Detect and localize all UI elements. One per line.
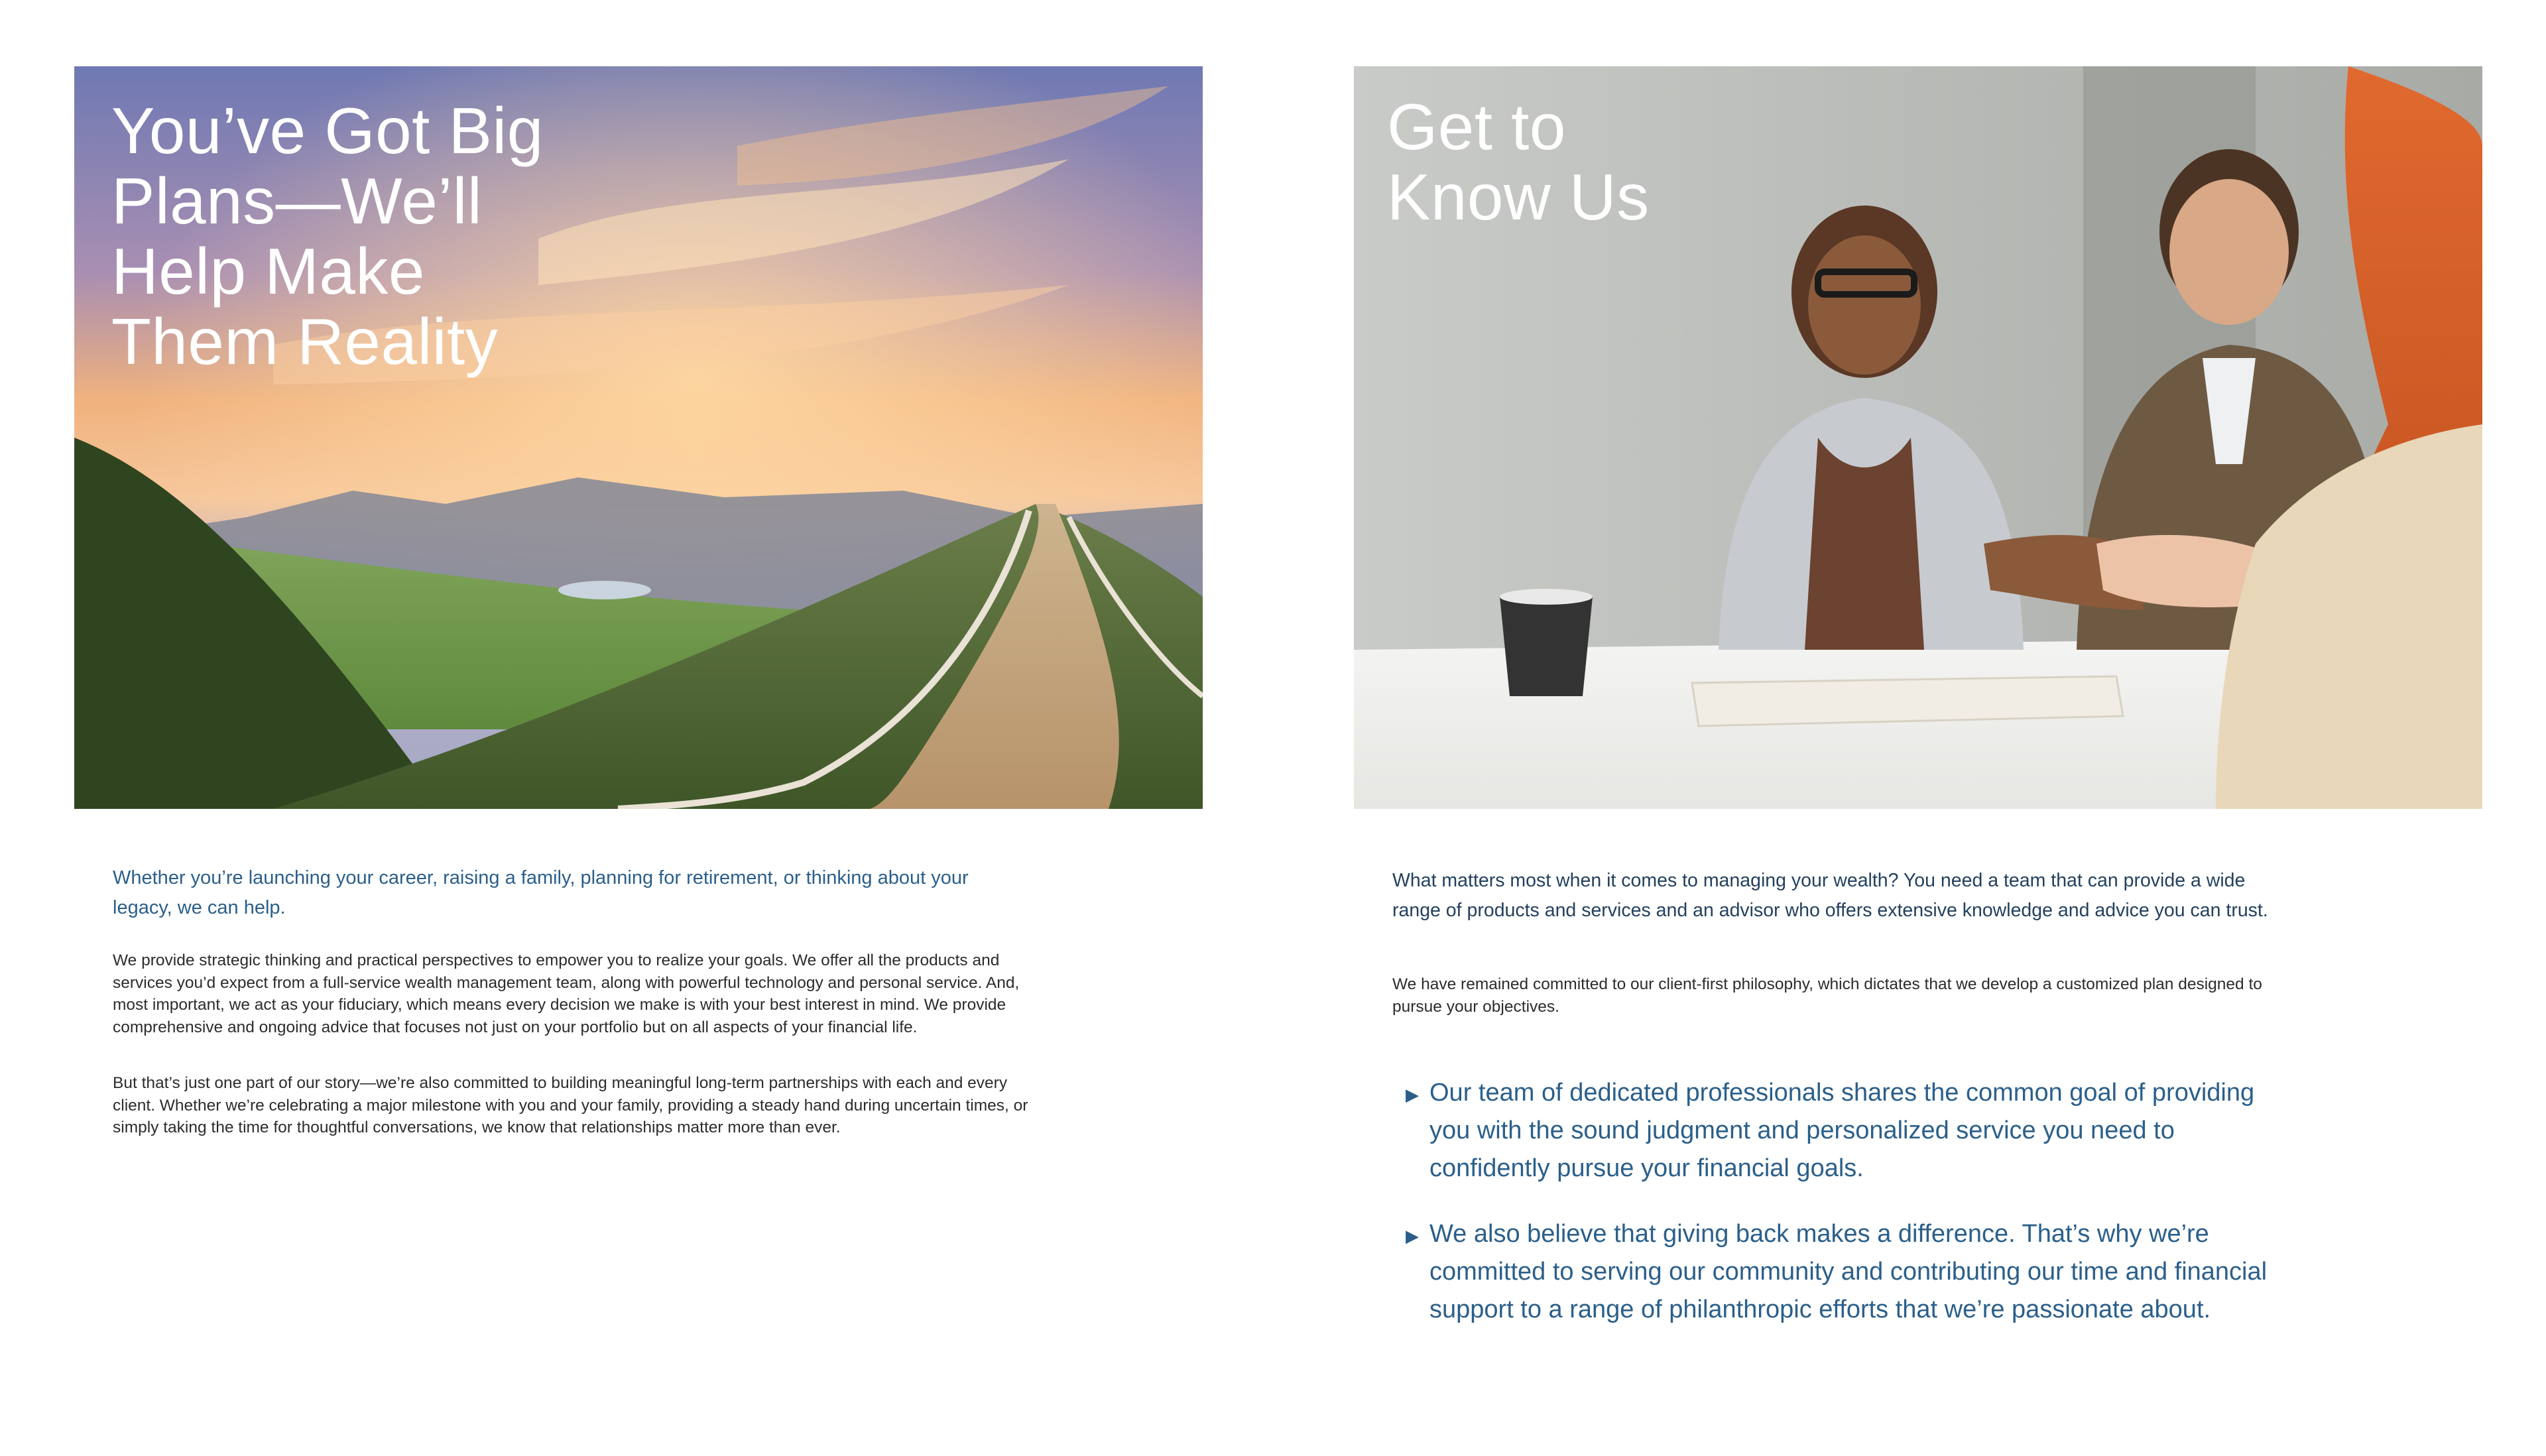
left-lead-paragraph: Whether you’re launching your career, raising a family, planning for retirement, or thinking about your legacy, we can help. [113, 867, 969, 918]
bullet-text: Our team of dedicated professionals shares the common goal of providing you with the sound judgment and personalized service you need to confidently pursue your financial goals. [1429, 1079, 2255, 1182]
hero-title-line: Get to [1387, 90, 1566, 163]
triangle-right-icon: ▶ [1406, 1085, 1419, 1105]
hero-title-line: Plans—We’ll [111, 164, 483, 237]
left-body-paragraph-2: But that’s just one part of our story—we’re also committed to building meaningful long-term partnerships with each and every client. Whether we’re celebrating a major milestone with you and your family, providing a steady hand during uncertain times, or simply taking the time for thoughtful conversations, we know that relationships matter more than ever. [113, 1074, 1028, 1136]
hero-title-line: Help Make [111, 235, 425, 308]
hero-title-line: Them Reality [111, 305, 499, 378]
mountain-path-photo [74, 66, 1203, 809]
list-item [1406, 1074, 2268, 1187]
bullet-list [1406, 1074, 2268, 1357]
hero-title-line: You’ve Got Big [111, 94, 544, 167]
right-body-paragraph: We have remained committed to our client-first philosophy, which dictates that we develop a customized plan designed to pursue your objectives. [1392, 975, 2262, 1016]
handshake-meeting-photo [1354, 66, 2482, 809]
triangle-right-icon: ▶ [1406, 1226, 1419, 1246]
hero-title-line: Know Us [1387, 160, 1650, 233]
hero-title-get-to-know-us [1387, 91, 1650, 232]
right-page [1273, 0, 2546, 1456]
left-body-paragraph-1: We provide strategic thinking and practical perspectives to empower you to realize your goals. We offer all the products and services you’d expect from a full-service wealth management team, along with powerful technology and personal service. And, most important, we act as your fiduciary, which means every decision we make is with your best interest in mind. We provide comprehensive and ongoing advice that focuses not just on your portfolio but on all aspects of your financial life. [113, 951, 1020, 1036]
bullet-text: We also believe that giving back makes a difference. That’s why we’re committed to serving our community and contributing our time and financial support to a range of philanthropic efforts that we’re passionate about. [1429, 1220, 2268, 1323]
hero-title-big-plans [111, 95, 544, 377]
right-lead-paragraph: What matters most when it comes to managing your wealth? You need a team that can provide a wide range of products and services and an advisor who offers extensive knowledge and advice you can trust. [1392, 870, 2268, 921]
list-item [1406, 1215, 2268, 1329]
